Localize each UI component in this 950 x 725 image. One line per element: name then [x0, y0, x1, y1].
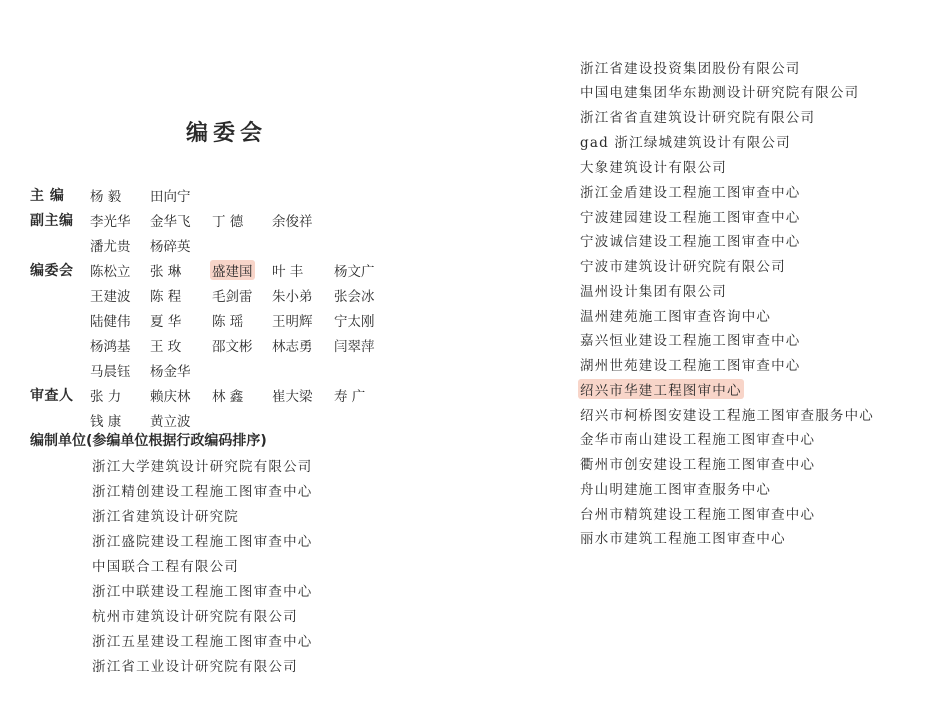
- role-chief-editor: 主 编: [30, 188, 65, 204]
- committee-member: 陆健伟: [90, 314, 131, 330]
- unit-item: 大象建筑设计有限公司: [580, 160, 727, 176]
- unit-item: 中国电建集团华东勘测设计研究院有限公司: [580, 85, 860, 101]
- committee-member: 王建波: [90, 289, 131, 305]
- committee-member: 邵文彬: [212, 339, 253, 355]
- unit-item: 浙江省建设投资集团股份有限公司: [580, 61, 801, 77]
- deputy-editor-name: 丁 德: [212, 214, 244, 230]
- unit-item: 宁波诚信建设工程施工图审查中心: [580, 234, 801, 250]
- unit-item: 衢州市创安建设工程施工图审查中心: [580, 457, 816, 473]
- committee-member: 陈 瑶: [212, 314, 244, 330]
- unit-item: 浙江精创建设工程施工图审查中心: [92, 484, 313, 500]
- chief-editor-name: 杨 毅: [90, 189, 122, 205]
- reviewer-name: 张 力: [90, 389, 122, 405]
- units-heading: 编制单位(参编单位根据行政编码排序): [30, 433, 267, 449]
- committee-member: 王 玫: [150, 339, 182, 355]
- unit-item: 温州设计集团有限公司: [580, 284, 727, 300]
- reviewer-name: 寿 广: [334, 389, 366, 405]
- committee-member: 杨文广: [334, 264, 375, 280]
- reviewer-name: 林 鑫: [212, 389, 244, 405]
- unit-item: gad 浙江绿城建筑设计有限公司: [580, 135, 791, 151]
- unit-item: 嘉兴恒业建设工程施工图审查中心: [580, 333, 801, 349]
- committee-member: 杨鸿基: [90, 339, 131, 355]
- committee-member: 张 琳: [150, 264, 182, 280]
- chief-editor-name: 田向宁: [150, 189, 191, 205]
- reviewer-name: 钱 康: [90, 414, 122, 430]
- committee-member: 马晨钰: [90, 364, 131, 380]
- unit-item: 浙江金盾建设工程施工图审查中心: [580, 185, 801, 201]
- deputy-editor-name: 李光华: [90, 214, 131, 230]
- page-title: 编委会: [186, 120, 268, 146]
- deputy-editor-name: 金华飞: [150, 214, 191, 230]
- role-committee: 编委会: [30, 263, 74, 279]
- committee-member: 闫翠萍: [334, 339, 375, 355]
- committee-member: 夏 华: [150, 314, 182, 330]
- unit-item: 浙江五星建设工程施工图审查中心: [92, 634, 313, 650]
- unit-item: 宁波市建筑设计研究院有限公司: [580, 259, 786, 275]
- deputy-editor-name: 余俊祥: [272, 214, 313, 230]
- committee-member: 王明辉: [272, 314, 313, 330]
- unit-item-highlighted: 绍兴市华建工程图审中心: [578, 379, 744, 399]
- committee-member: 张会冰: [334, 289, 375, 305]
- unit-item: 浙江省省直建筑设计研究院有限公司: [580, 110, 816, 126]
- unit-item: 浙江中联建设工程施工图审查中心: [92, 584, 313, 600]
- unit-item: 杭州市建筑设计研究院有限公司: [92, 609, 298, 625]
- unit-item: 中国联合工程有限公司: [92, 559, 239, 575]
- unit-item: 浙江大学建筑设计研究院有限公司: [92, 459, 313, 475]
- committee-member: 陈松立: [90, 264, 131, 280]
- deputy-editor-name: 杨碎英: [150, 239, 191, 255]
- role-reviewers: 审查人: [30, 388, 74, 404]
- unit-item: 丽水市建筑工程施工图审查中心: [580, 531, 786, 547]
- unit-item: 舟山明建施工图审查服务中心: [580, 482, 772, 498]
- unit-item: 浙江省建筑设计研究院: [92, 509, 239, 525]
- committee-member: 陈 程: [150, 289, 182, 305]
- committee-member-highlighted: 盛建国: [210, 260, 255, 280]
- reviewer-name: 赖庆林: [150, 389, 191, 405]
- committee-member: 朱小弟: [272, 289, 313, 305]
- committee-member: 林志勇: [272, 339, 313, 355]
- unit-item: 温州建苑施工图审查咨询中心: [580, 309, 772, 325]
- unit-item: 宁波建园建设工程施工图审查中心: [580, 210, 801, 226]
- unit-item: 浙江省工业设计研究院有限公司: [92, 659, 298, 675]
- reviewer-name: 黄立波: [150, 414, 191, 430]
- committee-member: 毛剑雷: [212, 289, 253, 305]
- committee-member: 叶 丰: [272, 264, 304, 280]
- unit-item: 金华市南山建设工程施工图审查中心: [580, 432, 816, 448]
- role-deputy-editor: 副主编: [30, 213, 74, 229]
- unit-item: 台州市精筑建设工程施工图审查中心: [580, 507, 816, 523]
- unit-item: 浙江盛院建设工程施工图审查中心: [92, 534, 313, 550]
- unit-item: 湖州世苑建设工程施工图审查中心: [580, 358, 801, 374]
- committee-member: 宁太刚: [334, 314, 375, 330]
- committee-member: 杨金华: [150, 364, 191, 380]
- reviewer-name: 崔大梁: [272, 389, 313, 405]
- unit-item: 绍兴市柯桥图安建设工程施工图审查服务中心: [580, 408, 874, 424]
- deputy-editor-name: 潘尤贵: [90, 239, 131, 255]
